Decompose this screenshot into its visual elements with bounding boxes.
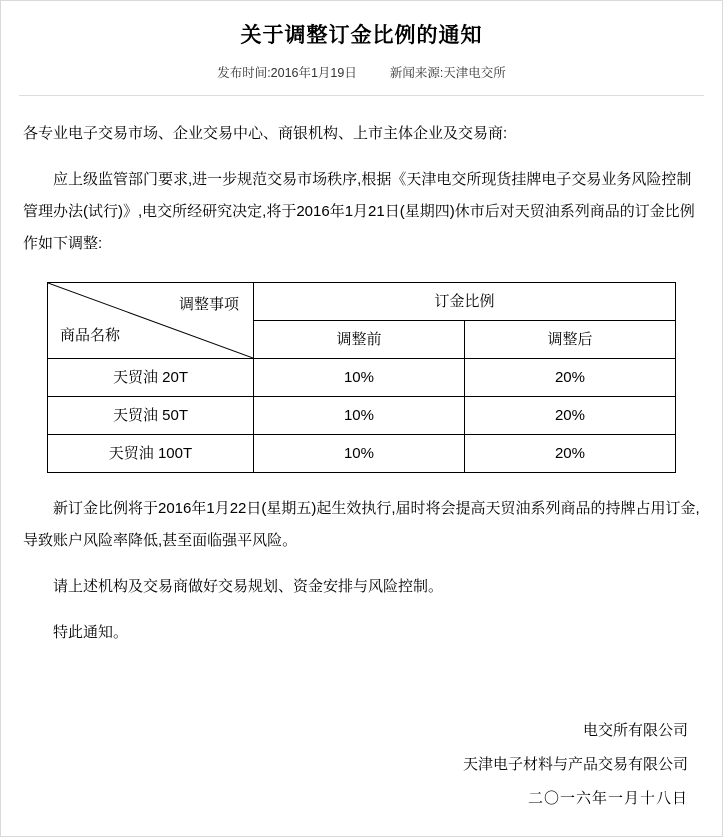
table-cell-after: 20% xyxy=(464,359,675,397)
table-cell-after: 20% xyxy=(464,397,675,435)
paragraph-4: 特此通知。 xyxy=(53,624,129,641)
corner-top-label: 调整事项 xyxy=(178,296,239,313)
paragraph-1: 应上级监管部门要求,进一步规范交易市场秩序,根据《天津电交所现货挂牌电子交易业务风险控制管理办法(试行)》,电交所经研究决定,将于2016年1月21日(星期四)休市后对天贸油系列商品的订金比例作如下调整: xyxy=(23,171,695,252)
table-group-header: 订金比例 xyxy=(253,283,675,321)
news-source: 新闻来源:天津电交所 xyxy=(389,66,506,80)
publish-time: 发布时间:2016年1月19日 xyxy=(217,66,357,80)
signature-company-2: 天津电子材料与产品交易有限公司 xyxy=(462,756,688,773)
table-cell-product-name: 天贸油 20T xyxy=(47,359,253,397)
signature-block xyxy=(463,714,688,816)
table-cell-before: 10% xyxy=(253,435,464,473)
table-row xyxy=(47,435,675,473)
signature-company-1: 电交所有限公司 xyxy=(582,722,688,739)
table-cell-product-name: 天贸油 100T xyxy=(47,435,253,473)
paragraph-2: 新订金比例将于2016年1月22日(星期五)起生效执行,届时将会提高天贸油系列商品的持牌占用订金,导致账户风险率降低,甚至面临强平风险。 xyxy=(23,500,700,549)
table-cell-before: 10% xyxy=(253,397,464,435)
document-meta xyxy=(1,49,722,91)
table-cell-after: 20% xyxy=(464,435,675,473)
table-row xyxy=(47,359,675,397)
table-corner-cell xyxy=(47,283,253,359)
corner-bottom-label: 商品名称 xyxy=(59,327,120,344)
ratio-adjustment-table xyxy=(47,282,676,473)
paragraph-3: 请上述机构及交易商做好交易规划、资金安排与风险控制。 xyxy=(53,578,444,595)
table-cell-product-name: 天贸油 50T xyxy=(47,397,253,435)
table-subheader-after: 调整后 xyxy=(464,321,675,359)
signature-date: 二〇一六年一月十八日 xyxy=(527,790,688,807)
table-subheader-before: 调整前 xyxy=(253,321,464,359)
page-title: 关于调整订金比例的通知 xyxy=(240,24,483,47)
table-cell-before: 10% xyxy=(253,359,464,397)
table-row xyxy=(47,397,675,435)
salutation: 各专业电子交易市场、企业交易中心、商银机构、上市主体企业及交易商: xyxy=(23,125,508,142)
document-body xyxy=(1,96,722,649)
table-header-row-1 xyxy=(47,283,675,321)
